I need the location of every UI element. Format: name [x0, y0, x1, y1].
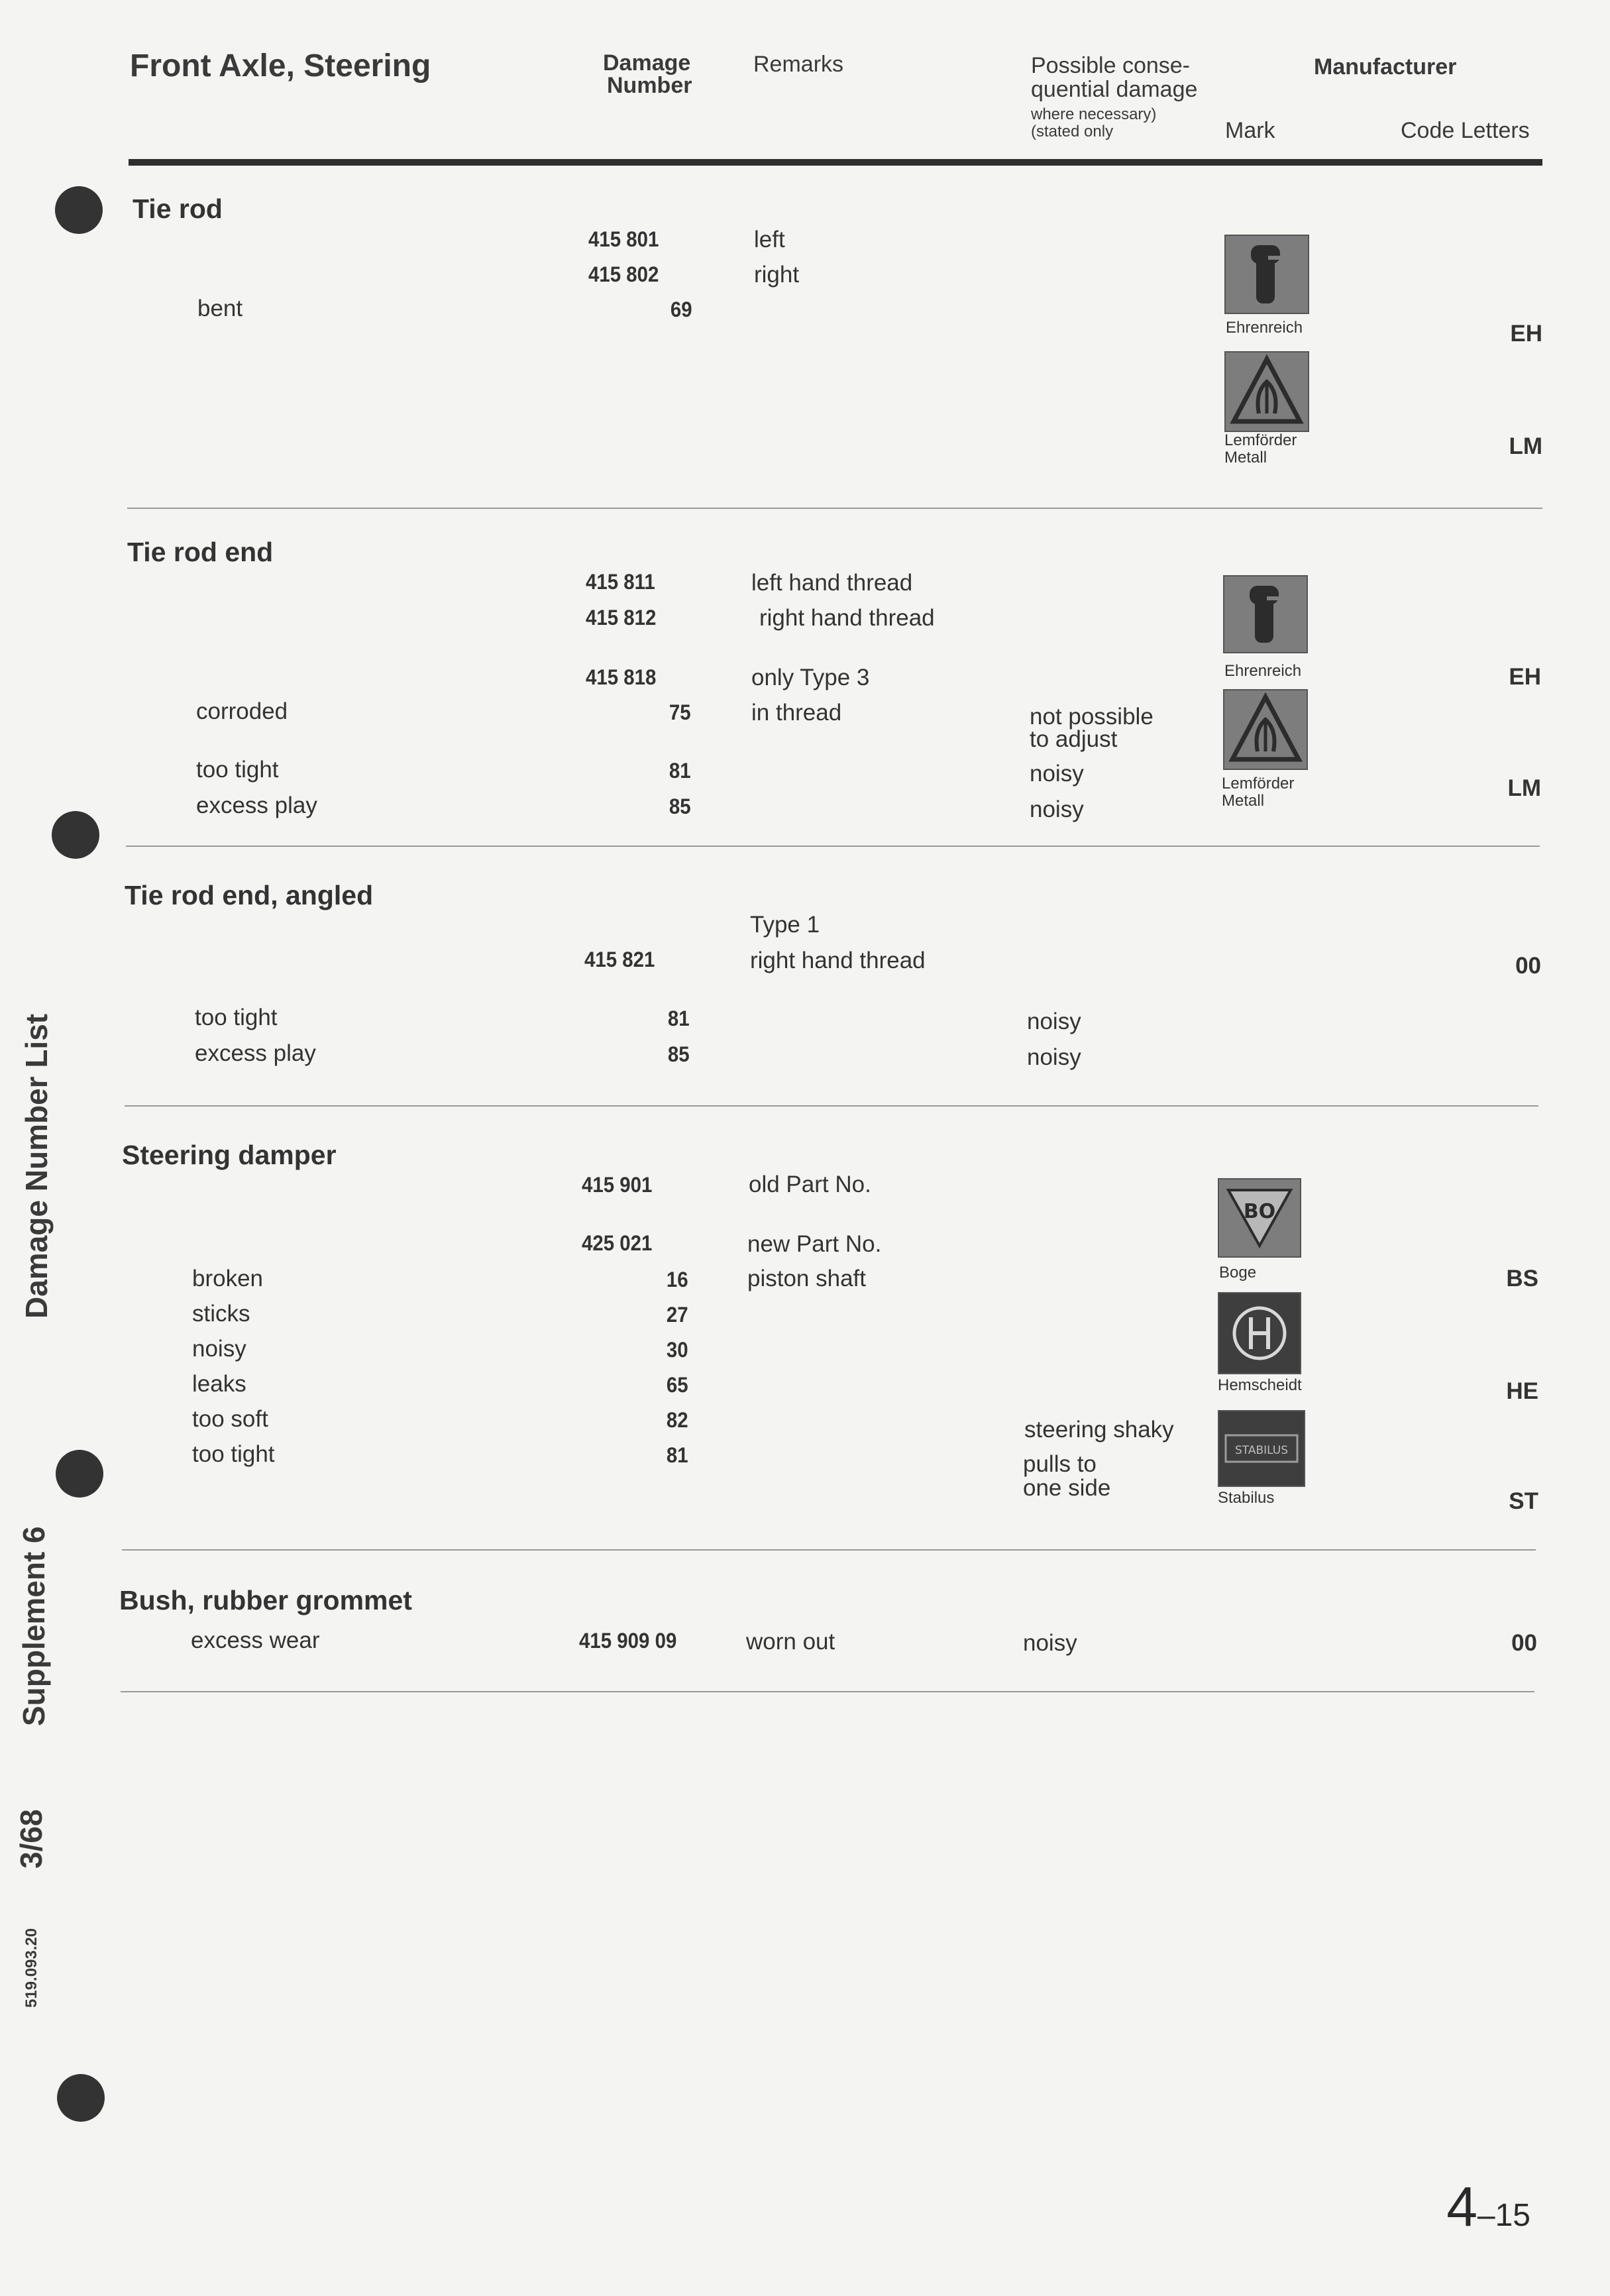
damage-description: excess wear	[191, 1627, 320, 1653]
consequential-header-2: quential damage	[1031, 77, 1198, 102]
consequential-header-3: where necessary)	[1031, 105, 1157, 123]
manufacturer-label-lemforder-2: Metall	[1222, 792, 1265, 810]
code-letters-00: 00	[1515, 953, 1541, 979]
consequential-damage: to adjust	[1030, 726, 1118, 752]
binder-hole-3	[56, 1450, 103, 1498]
lemforder-logo	[1224, 351, 1309, 432]
binder-hole-4	[57, 2074, 105, 2122]
manufacturer-label-lemforder-1: Lemförder	[1222, 775, 1295, 793]
part-number: 415 801	[588, 227, 659, 251]
manufacturer-label-stabilus: Stabilus	[1218, 1489, 1275, 1507]
code-letters-lm: LM	[1509, 433, 1542, 459]
consequential-damage: pulls to	[1023, 1451, 1097, 1477]
section-divider	[121, 1691, 1534, 1692]
consequential-damage: not possible	[1030, 704, 1154, 730]
ehrenreich-logo	[1223, 575, 1308, 653]
code-letters-eh: EH	[1509, 664, 1541, 690]
damage-number-header-1: Damage	[603, 50, 691, 76]
damage-description: bent	[197, 296, 243, 321]
consequential-damage: noisy	[1027, 1044, 1081, 1070]
remark: only Type 3	[751, 665, 870, 690]
consequential-damage: noisy	[1030, 796, 1084, 822]
section-divider	[127, 508, 1542, 509]
consequential-header-4: (stated only	[1031, 123, 1114, 140]
damage-number: 30	[667, 1338, 688, 1362]
page-number-main: 4	[1446, 2175, 1477, 2238]
boge-logo	[1218, 1178, 1301, 1258]
manufacturer-label-lemforder-1: Lemförder	[1224, 431, 1297, 449]
manufacturer-label-lemforder-2: Metall	[1224, 449, 1267, 466]
section-divider	[126, 846, 1540, 847]
damage-description: too soft	[192, 1406, 268, 1432]
code-letters-st: ST	[1509, 1488, 1538, 1514]
manufacturer-header: Manufacturer	[1314, 54, 1457, 80]
binder-hole-2	[52, 811, 99, 859]
remark: right hand thread	[750, 948, 926, 973]
part-number: 415 812	[586, 606, 657, 629]
section-title-tie-rod-end-angled: Tie rod end, angled	[125, 880, 374, 910]
damage-number: 75	[669, 700, 691, 724]
part-number: 415 818	[586, 665, 657, 689]
consequential-damage: noisy	[1027, 1009, 1081, 1034]
consequential-header-1: Possible conse-	[1031, 53, 1191, 78]
page-number	[1446, 2175, 1530, 2239]
side-supplement: Supplement 6	[17, 1526, 51, 1726]
side-list-title: Damage Number List	[19, 1013, 54, 1319]
damage-number: 27	[667, 1303, 688, 1327]
section-title-bush: Bush, rubber grommet	[119, 1585, 412, 1615]
code-letters-eh: EH	[1510, 321, 1542, 347]
damage-description: broken	[192, 1266, 264, 1291]
section-divider	[122, 1549, 1536, 1551]
lemforder-logo	[1223, 689, 1308, 770]
consequential-damage: steering shaky	[1024, 1417, 1174, 1443]
manufacturer-label-hemscheidt: Hemscheidt	[1218, 1376, 1302, 1394]
damage-description: too tight	[195, 1005, 278, 1030]
manufacturer-label-boge: Boge	[1219, 1264, 1257, 1282]
code-letters-bs: BS	[1506, 1266, 1538, 1291]
remark: old Part No.	[749, 1172, 871, 1197]
damage-description: corroded	[196, 698, 288, 724]
damage-number: 81	[667, 1443, 688, 1467]
part-number: 415 901	[582, 1173, 653, 1197]
damage-number: 16	[667, 1268, 688, 1291]
side-date: 3/68	[14, 1809, 48, 1869]
section-title-tie-rod-end: Tie rod end	[127, 537, 274, 567]
damage-number: 85	[668, 1042, 690, 1066]
part-number: 415 821	[584, 948, 655, 971]
part-number: 425 021	[582, 1231, 653, 1255]
remarks-header: Remarks	[753, 52, 844, 77]
consequential-damage: one side	[1023, 1475, 1111, 1501]
stabilus-logo-text: STABILUS	[1234, 1444, 1289, 1457]
manufacturer-label-ehrenreich: Ehrenreich	[1224, 662, 1302, 680]
stabilus-logo	[1218, 1410, 1305, 1487]
boge-logo-text: BO	[1243, 1200, 1276, 1223]
manufacturer-label-ehrenreich: Ehrenreich	[1226, 319, 1303, 337]
binder-hole-1	[55, 186, 103, 234]
code-letters-header: Code Letters	[1401, 118, 1530, 143]
side-doc-number: 519.093.20	[23, 1928, 40, 2008]
remark: right	[754, 262, 800, 288]
consequential-damage: noisy	[1030, 761, 1084, 787]
code-letters-00: 00	[1511, 1630, 1537, 1656]
code-letters-lm: LM	[1507, 775, 1541, 801]
section-divider	[125, 1105, 1538, 1107]
damage-description: too tight	[192, 1441, 275, 1467]
page-number-sub: –15	[1477, 2198, 1530, 2233]
part-number: 415 802	[588, 262, 659, 286]
damage-number: 69	[671, 298, 692, 321]
damage-number-header-2: Number	[607, 73, 692, 98]
damage-number: 85	[669, 794, 691, 818]
consequential-damage: noisy	[1023, 1630, 1077, 1656]
damage-description: noisy	[192, 1336, 246, 1362]
remark: new Part No.	[747, 1231, 882, 1257]
damage-number: 81	[669, 759, 691, 783]
damage-number: 415 909 09	[579, 1629, 677, 1653]
damage-number: 82	[667, 1408, 688, 1432]
mark-header: Mark	[1225, 118, 1275, 143]
section-title-steering-damper: Steering damper	[122, 1140, 337, 1170]
damage-number: 81	[668, 1007, 690, 1030]
section-title-tie-rod: Tie rod	[133, 193, 223, 224]
damage-description: sticks	[192, 1301, 250, 1327]
header-rule	[129, 159, 1542, 166]
remark: Type 1	[750, 912, 820, 938]
hemscheidt-logo	[1218, 1292, 1301, 1374]
damage-description: too tight	[196, 757, 279, 783]
ehrenreich-logo	[1224, 235, 1309, 314]
part-number: 415 811	[586, 570, 655, 594]
remark: left	[754, 227, 785, 252]
remark: in thread	[751, 700, 842, 726]
damage-description: excess play	[196, 793, 317, 818]
remark: right hand thread	[759, 605, 935, 631]
remark: piston shaft	[747, 1266, 866, 1291]
damage-number: 65	[667, 1373, 688, 1397]
damage-description: excess play	[195, 1040, 316, 1066]
page-title: Front Axle, Steering	[130, 48, 431, 83]
code-letters-he: HE	[1506, 1378, 1538, 1404]
remark: left hand thread	[751, 570, 913, 596]
remark: worn out	[746, 1629, 835, 1655]
damage-description: leaks	[192, 1371, 246, 1397]
